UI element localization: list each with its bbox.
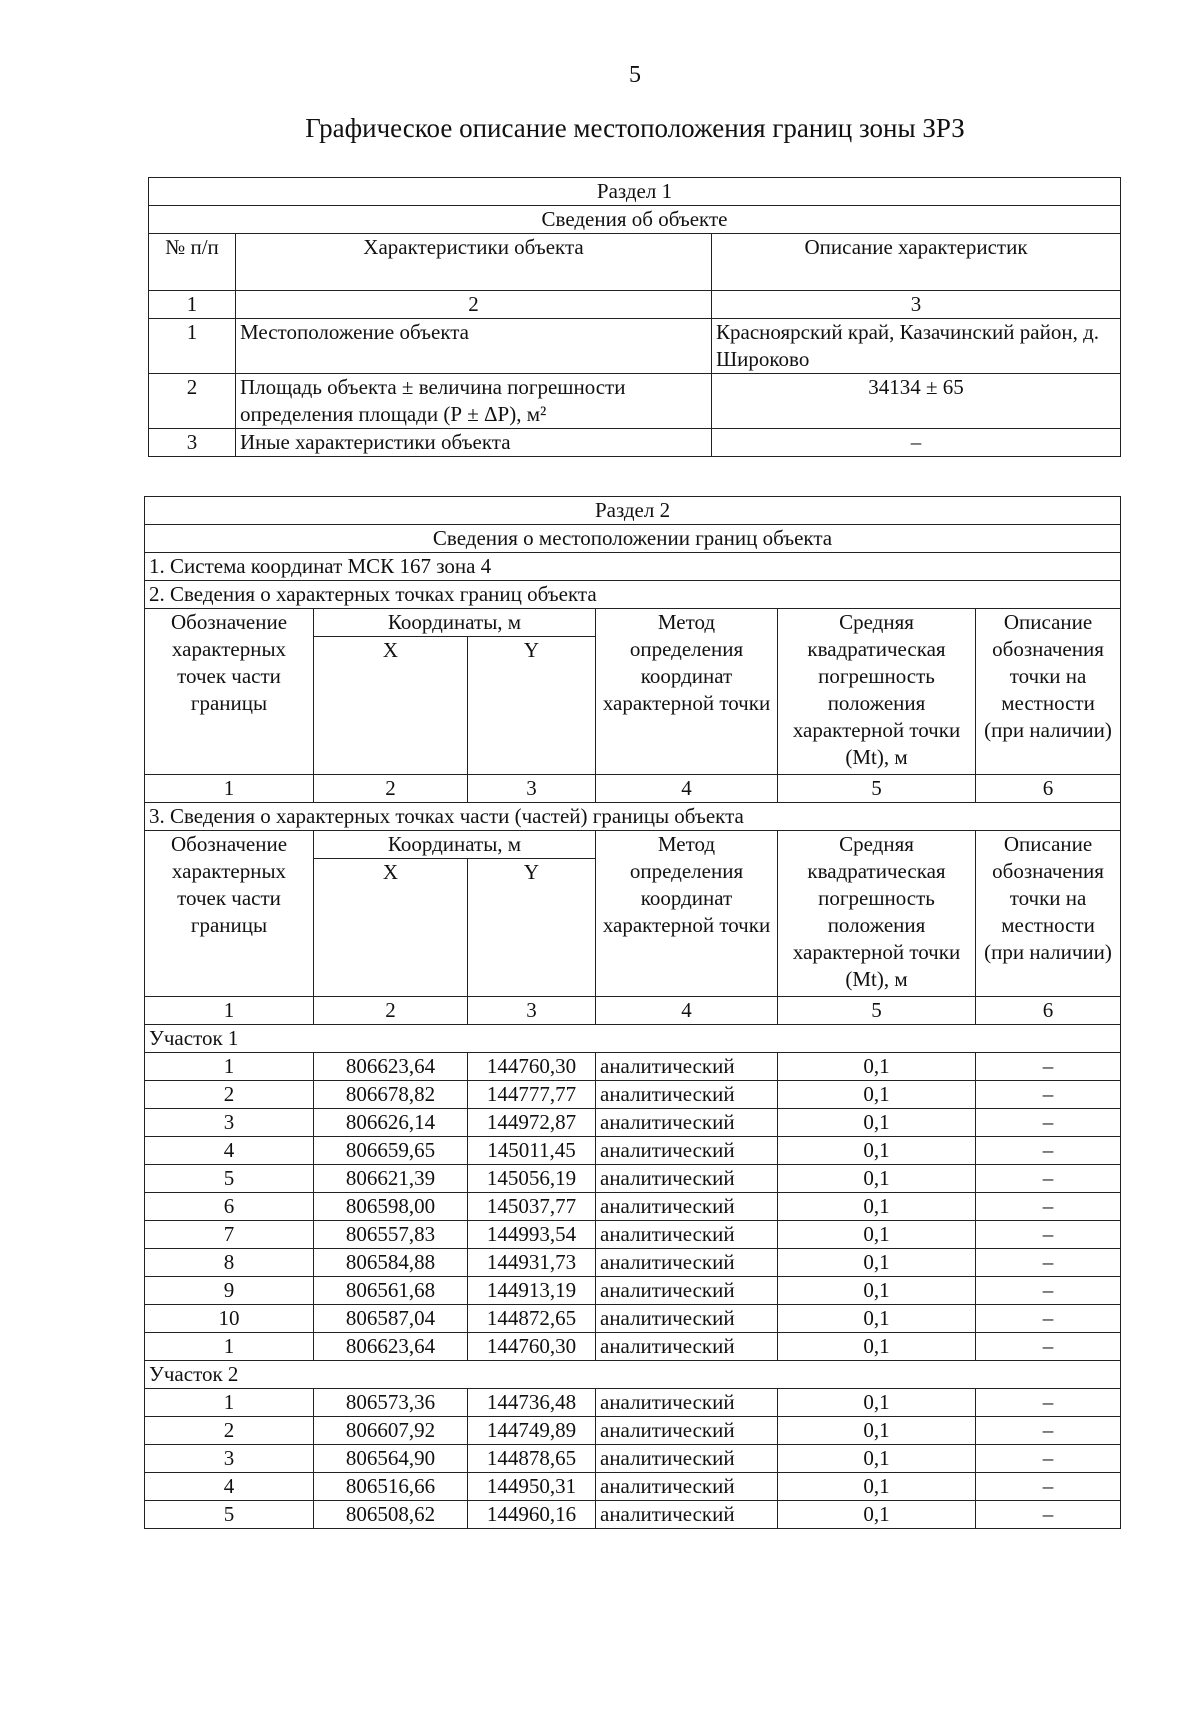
method: аналитический	[596, 1137, 778, 1165]
coord-x: 806623,64	[314, 1053, 468, 1081]
row-name: Иные характеристики объекта	[236, 429, 712, 457]
table-row	[145, 1333, 1121, 1361]
section2-heading: Раздел 2	[145, 497, 1121, 525]
section2-table	[144, 496, 1121, 1529]
description: –	[976, 1305, 1121, 1333]
col-number: 5	[778, 775, 976, 803]
header-x: X	[314, 637, 468, 775]
col-number: 2	[314, 775, 468, 803]
table-row	[145, 1053, 1121, 1081]
col-header-description: Описание характеристик	[712, 234, 1121, 291]
col-number: 4	[596, 775, 778, 803]
part3-title: 3. Сведения о характерных точках части (частей) границы объекта	[145, 803, 1121, 831]
coord-y: 144993,54	[468, 1221, 596, 1249]
coord-y: 144972,87	[468, 1109, 596, 1137]
error: 0,1	[778, 1109, 976, 1137]
coord-x: 806598,00	[314, 1193, 468, 1221]
col-number: 5	[778, 997, 976, 1025]
coord-x: 806626,14	[314, 1109, 468, 1137]
table-row	[145, 1445, 1121, 1473]
coord-y: 144913,19	[468, 1277, 596, 1305]
coord-y: 144749,89	[468, 1417, 596, 1445]
col-number: 6	[976, 997, 1121, 1025]
method: аналитический	[596, 1165, 778, 1193]
point-id: 6	[145, 1193, 314, 1221]
coord-x: 806561,68	[314, 1277, 468, 1305]
method: аналитический	[596, 1501, 778, 1529]
row-number: 2	[149, 374, 236, 429]
coord-x: 806678,82	[314, 1081, 468, 1109]
coord-x: 806587,04	[314, 1305, 468, 1333]
header-method: Метод определения координат характерной точки	[596, 609, 778, 775]
point-id: 5	[145, 1165, 314, 1193]
plot-heading: Участок 1	[145, 1025, 1121, 1053]
error: 0,1	[778, 1249, 976, 1277]
row-value: 34134 ± 65	[712, 374, 1121, 429]
coord-y: 145056,19	[468, 1165, 596, 1193]
table-row	[149, 319, 1121, 374]
error: 0,1	[778, 1389, 976, 1417]
col-number: 1	[145, 997, 314, 1025]
error: 0,1	[778, 1445, 976, 1473]
error: 0,1	[778, 1165, 976, 1193]
table-row	[145, 1165, 1121, 1193]
description: –	[976, 1165, 1121, 1193]
point-id: 8	[145, 1249, 314, 1277]
col-number: 3	[468, 775, 596, 803]
error: 0,1	[778, 1081, 976, 1109]
error: 0,1	[778, 1501, 976, 1529]
page-title: Графическое описание местоположения границ зоны ЗРЗ	[305, 113, 965, 143]
row-number: 1	[149, 319, 236, 374]
method: аналитический	[596, 1221, 778, 1249]
col-number: 3	[468, 997, 596, 1025]
table-row	[145, 1193, 1121, 1221]
header-y: Y	[468, 859, 596, 997]
col-number: 6	[976, 775, 1121, 803]
description: –	[976, 1333, 1121, 1361]
col-header-number: № п/п	[149, 234, 236, 291]
description: –	[976, 1445, 1121, 1473]
plot-heading: Участок 2	[145, 1361, 1121, 1389]
header-method: Метод определения координат характерной точки	[596, 831, 778, 997]
coord-x: 806621,39	[314, 1165, 468, 1193]
point-id: 3	[145, 1109, 314, 1137]
row-number: 3	[149, 429, 236, 457]
table-row	[145, 1081, 1121, 1109]
coord-x: 806508,62	[314, 1501, 468, 1529]
section2-subheading: Сведения о местоположении границ объекта	[145, 525, 1121, 553]
table-row	[145, 1473, 1121, 1501]
description: –	[976, 1053, 1121, 1081]
point-id: 1	[145, 1053, 314, 1081]
method: аналитический	[596, 1333, 778, 1361]
error: 0,1	[778, 1137, 976, 1165]
row-value: –	[712, 429, 1121, 457]
method: аналитический	[596, 1277, 778, 1305]
description: –	[976, 1389, 1121, 1417]
error: 0,1	[778, 1305, 976, 1333]
coord-y: 144950,31	[468, 1473, 596, 1501]
coord-y: 145037,77	[468, 1193, 596, 1221]
coord-y: 144931,73	[468, 1249, 596, 1277]
error: 0,1	[778, 1417, 976, 1445]
header-y: Y	[468, 637, 596, 775]
description: –	[976, 1417, 1121, 1445]
table-row	[145, 1109, 1121, 1137]
method: аналитический	[596, 1389, 778, 1417]
method: аналитический	[596, 1193, 778, 1221]
coord-y: 144736,48	[468, 1389, 596, 1417]
description: –	[976, 1109, 1121, 1137]
header-point: Обозначение характерных точек части границы	[145, 609, 314, 775]
plot-heading-row	[145, 1361, 1121, 1389]
point-id: 4	[145, 1473, 314, 1501]
coord-x: 806623,64	[314, 1333, 468, 1361]
coord-y: 145011,45	[468, 1137, 596, 1165]
method: аналитический	[596, 1445, 778, 1473]
error: 0,1	[778, 1277, 976, 1305]
method: аналитический	[596, 1081, 778, 1109]
row-name: Площадь объекта ± величина погрешности определения площади (Р ± ΔР), м²	[236, 374, 712, 429]
coord-x: 806557,83	[314, 1221, 468, 1249]
col-number: 1	[145, 775, 314, 803]
point-id: 7	[145, 1221, 314, 1249]
method: аналитический	[596, 1109, 778, 1137]
error: 0,1	[778, 1333, 976, 1361]
col-header-characteristics: Характеристики объекта	[236, 234, 712, 291]
col-number: 1	[149, 291, 236, 319]
col-number: 3	[712, 291, 1121, 319]
coord-x: 806516,66	[314, 1473, 468, 1501]
method: аналитический	[596, 1305, 778, 1333]
coord-x: 806607,92	[314, 1417, 468, 1445]
header-x: X	[314, 859, 468, 997]
point-id: 4	[145, 1137, 314, 1165]
table-row	[145, 1389, 1121, 1417]
coord-x: 806573,36	[314, 1389, 468, 1417]
table-row	[145, 1417, 1121, 1445]
table-row	[145, 1221, 1121, 1249]
col-number: 2	[236, 291, 712, 319]
section1-heading: Раздел 1	[149, 178, 1121, 206]
plot-heading-row	[145, 1025, 1121, 1053]
coord-y: 144760,30	[468, 1053, 596, 1081]
section1-subheading: Сведения об объекте	[149, 206, 1121, 234]
header-desc: Описание обозначения точки на местности (при наличии)	[976, 831, 1121, 997]
error: 0,1	[778, 1193, 976, 1221]
description: –	[976, 1277, 1121, 1305]
table-row	[145, 1277, 1121, 1305]
point-id: 10	[145, 1305, 314, 1333]
page-number: 5	[629, 62, 641, 88]
error: 0,1	[778, 1053, 976, 1081]
point-id: 9	[145, 1277, 314, 1305]
header-error: Средняя квадратическая погрешность положения характерной точки (Mt), м	[778, 609, 976, 775]
coord-y: 144777,77	[468, 1081, 596, 1109]
method: аналитический	[596, 1473, 778, 1501]
point-id: 3	[145, 1445, 314, 1473]
coord-y: 144960,16	[468, 1501, 596, 1529]
header-coords: Координаты, м	[314, 831, 596, 859]
header-coords: Координаты, м	[314, 609, 596, 637]
description: –	[976, 1473, 1121, 1501]
point-id: 5	[145, 1501, 314, 1529]
coord-system: 1. Система координат МСК 167 зона 4	[145, 553, 1121, 581]
table-row	[145, 1249, 1121, 1277]
description: –	[976, 1137, 1121, 1165]
description: –	[976, 1249, 1121, 1277]
table-row	[145, 1137, 1121, 1165]
section1-table	[148, 177, 1121, 457]
header-desc: Описание обозначения точки на местности (при наличии)	[976, 609, 1121, 775]
coord-y: 144760,30	[468, 1333, 596, 1361]
header-error: Средняя квадратическая погрешность положения характерной точки (Mt), м	[778, 831, 976, 997]
description: –	[976, 1081, 1121, 1109]
coord-x: 806584,88	[314, 1249, 468, 1277]
error: 0,1	[778, 1473, 976, 1501]
method: аналитический	[596, 1053, 778, 1081]
method: аналитический	[596, 1417, 778, 1445]
description: –	[976, 1501, 1121, 1529]
description: –	[976, 1193, 1121, 1221]
point-id: 1	[145, 1389, 314, 1417]
method: аналитический	[596, 1249, 778, 1277]
table-row	[149, 374, 1121, 429]
point-id: 2	[145, 1081, 314, 1109]
coord-x: 806659,65	[314, 1137, 468, 1165]
col-number: 4	[596, 997, 778, 1025]
coord-y: 144872,65	[468, 1305, 596, 1333]
coord-y: 144878,65	[468, 1445, 596, 1473]
table-row	[149, 429, 1121, 457]
description: –	[976, 1221, 1121, 1249]
table-row	[145, 1305, 1121, 1333]
table-row	[145, 1501, 1121, 1529]
part2-title: 2. Сведения о характерных точках границ объекта	[145, 581, 1121, 609]
point-id: 2	[145, 1417, 314, 1445]
col-number: 2	[314, 997, 468, 1025]
point-id: 1	[145, 1333, 314, 1361]
coord-x: 806564,90	[314, 1445, 468, 1473]
row-value: Красноярский край, Казачинский район, д. Широково	[712, 319, 1121, 374]
header-point: Обозначение характерных точек части границы	[145, 831, 314, 997]
row-name: Местоположение объекта	[236, 319, 712, 374]
error: 0,1	[778, 1221, 976, 1249]
